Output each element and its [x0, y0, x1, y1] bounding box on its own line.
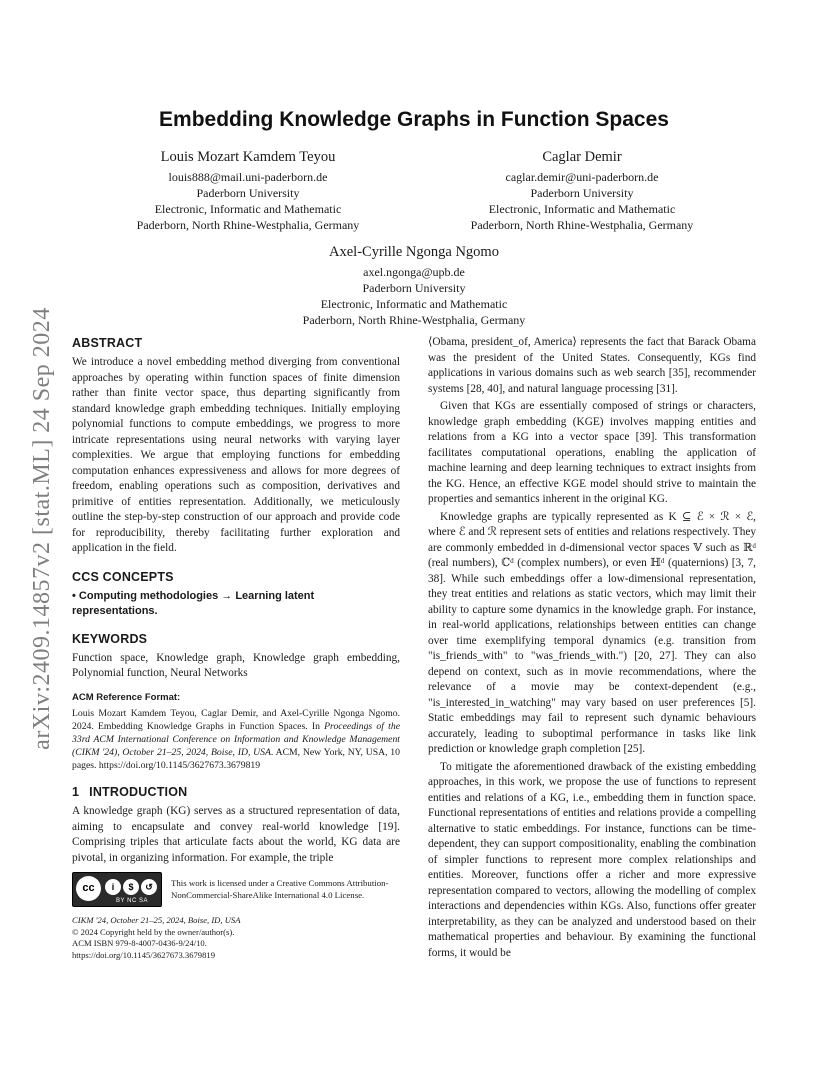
author-university: Paderborn University: [362, 281, 466, 295]
author-email[interactable]: louis888@mail.uni-paderborn.de: [168, 170, 328, 184]
footer-copyright: © 2024 Copyright held by the owner/author(s).: [72, 926, 235, 937]
author-department: Electronic, Informatic and Mathematic: [154, 202, 342, 216]
arxiv-identifier-text[interactable]: arXiv:2409.14857v2 [stat.ML] 24 Sep 2024: [28, 306, 55, 750]
ccs-heading: CCS CONCEPTS: [72, 569, 174, 584]
copyright-footer: [72, 915, 402, 961]
author-university: Paderborn University: [530, 186, 634, 200]
keywords-text: Function space, Knowledge graph, Knowledge graph embedding, Polynomial function, Neural Networks: [72, 651, 400, 679]
by-person-icon: i: [105, 879, 121, 895]
introduction-text: A knowledge graph (KG) serves as a structured representation of data, aiming to encapsulate and convey real-world knowledge [19]. Comprising triples that articulate facts about the world, KG data are pivotal, in organizing information. For example, the triple: [72, 805, 400, 864]
author-name: Axel-Cyrille Ngonga Ngomo: [329, 244, 499, 260]
author-department: Electronic, Informatic and Mathematic: [488, 202, 676, 216]
body-paragraph: Given that KGs are essentially composed of strings or characters, knowledge graph embedding (KGE) involves mapping entities and relations from a KG into a vector space [39]. This transformation facilitates computational operations, enabling the application of machine learning and deep learning techniques to extract insights from the KG. Hence, an effective KGE model should strive to maintain the properties and semantics inherent in the original KG.: [428, 400, 756, 505]
abstract-text: We introduce a novel embedding method diverging from conventional approaches by operating within function spaces of finite dimension rather than finite vector space, thus departing significantly from standard knowledge graph embedding techniques. Initially employing polynomial functions to compute embeddings, we progress to more intricate representations using neural networks with varying layer complexities. We argue that employing functions for embedding computation enhances expressiveness and allows for more degrees of freedom, enabling operations such as composition, derivatives and primitive of entities representation. Additionally, we meticulously outline the step-by-step construction of our approach and provide code for reproducibility, thereby facilitating further exploration and application in the field.: [72, 356, 400, 554]
acm-reference-publisher[interactable]: . ACM, New York, NY, USA, 10 pages. https://doi.org/10.1145/3627673.3679819: [72, 747, 400, 771]
author-block-3: [250, 243, 578, 328]
section-title: INTRODUCTION: [89, 785, 188, 799]
right-column: [428, 335, 756, 963]
footer-doi[interactable]: https://doi.org/10.1145/3627673.3679819: [72, 949, 215, 960]
abstract-section: [72, 335, 400, 557]
author-location: Paderborn, North Rhine-Westphalia, Germany: [302, 313, 526, 327]
author-email[interactable]: axel.ngonga@upb.de: [363, 265, 465, 279]
keywords-section: [72, 631, 400, 773]
author-department: Electronic, Informatic and Mathematic: [320, 297, 508, 311]
acm-reference-proceedings: Proceedings of the 33rd ACM International Conference on Information and Knowledge Management (CIKM '24), October 21–25, 2024, Boise, ID, USA: [72, 721, 400, 758]
body-paragraph: Knowledge graphs are typically represented as K ⊆ ℰ × ℛ × ℰ, where ℰ and ℛ represent sets of entities and relations respectively. They are commonly embedded in d-dimensional vector spaces 𝕍 such as ℝᵈ (real numbers), ℂᵈ (complex numbers), or even ℍᵈ (quaternions) [3, 7, 38]. While such embeddings offer a low-dimensional representation, they treat entities and relations as static vectors, which may limit their ability to capture some dynamics in the knowledge graph. For instance, in real-world applications, relationships between entities can change over time exemplifying temporal dynamics (e.g. transition from "is_friends_with" to "was_friends_with.") [20, 27]. They can also depend on context, such as in movie recommendations, where the relevance of a movie may be context-dependent (e.g., "is_interested_in_watching" may vary based on user preferences [5]. Static embeddings may fail to represent such dynamic behaviours accurately, leading to suboptimal performance in tasks like link prediction or knowledge graph completion [25].: [428, 510, 756, 755]
noncommercial-icon: $: [123, 879, 139, 895]
keywords-heading: KEYWORDS: [72, 631, 148, 646]
author-name: Caglar Demir: [542, 149, 622, 165]
arxiv-identifier: [18, 278, 66, 778]
author-block-2: [432, 148, 732, 233]
body-paragraph: ⟨Obama, president_of, America⟩ represents the fact that Barack Obama was the president of the United States. Consequently, KGs find applications in various domains such as web search [35], recommender systems [28, 40], and natural language processing [31].: [428, 336, 756, 395]
author-email[interactable]: caglar.demir@uni-paderborn.de: [505, 170, 659, 184]
sharealike-icon: ↺: [141, 879, 157, 895]
creative-commons-badge-icon[interactable]: [72, 872, 162, 907]
introduction-heading: [72, 784, 400, 800]
ccs-concept-item: • Computing methodologies → Learning latent representations.: [72, 589, 315, 617]
author-university: Paderborn University: [196, 186, 300, 200]
footer-isbn: ACM ISBN 979-8-4007-0436-9/24/10.: [72, 938, 207, 948]
ccs-section: [72, 569, 400, 619]
author-location: Paderborn, North Rhine-Westphalia, Germany: [136, 218, 360, 232]
cc-logo-icon: cc: [76, 876, 101, 901]
body-paragraph: To mitigate the aforementioned drawback of the existing embedding approaches, in this work, we propose the use of functions to represent entities and relations of a KG, i.e., embedding them in function space. Functional representations of entities and relations provide a compelling alternative to static embeddings. For instance, functions can be time-dependent, they can support compositionality, enabling the combination of simpler functions to represent more complex relationships and entities. Moreover, functions offer a richer and more expressive representation compared to vectors, allowing the modelling of complex interactions and dependencies within KGs. Also, functions offer greater interpretability, as they can be analyzed and understood based on their mathematical properties and behaviour. By examining the functional forms, it would be: [428, 760, 756, 959]
license-block: [72, 872, 402, 906]
acm-reference-authors: Louis Mozart Kamdem Teyou, Caglar Demir, and Axel-Cyrille Ngonga Ngomo. 2024. Embedding Knowledge Graphs in Function Spaces. In: [72, 708, 400, 732]
footer-venue: CIKM '24, October 21–25, 2024, Boise, ID, USA: [72, 915, 241, 925]
section-number: 1: [72, 785, 80, 799]
acm-reference-text: [72, 707, 400, 772]
license-text: This work is licensed under a Creative Commons Attribution-NonCommercial-ShareAlike International 4.0 License.: [171, 878, 389, 900]
cc-badge-label: BY NC SA: [116, 898, 148, 904]
author-name: Louis Mozart Kamdem Teyou: [160, 149, 336, 165]
introduction-section: [72, 784, 400, 866]
acm-reference-heading: ACM Reference Format:: [72, 691, 181, 703]
author-block-1: [100, 148, 396, 233]
abstract-heading: ABSTRACT: [72, 336, 143, 350]
paper-title: Embedding Knowledge Graphs in Function Spaces: [159, 108, 669, 131]
left-column: [72, 335, 400, 878]
author-location: Paderborn, North Rhine-Westphalia, Germany: [470, 218, 694, 232]
